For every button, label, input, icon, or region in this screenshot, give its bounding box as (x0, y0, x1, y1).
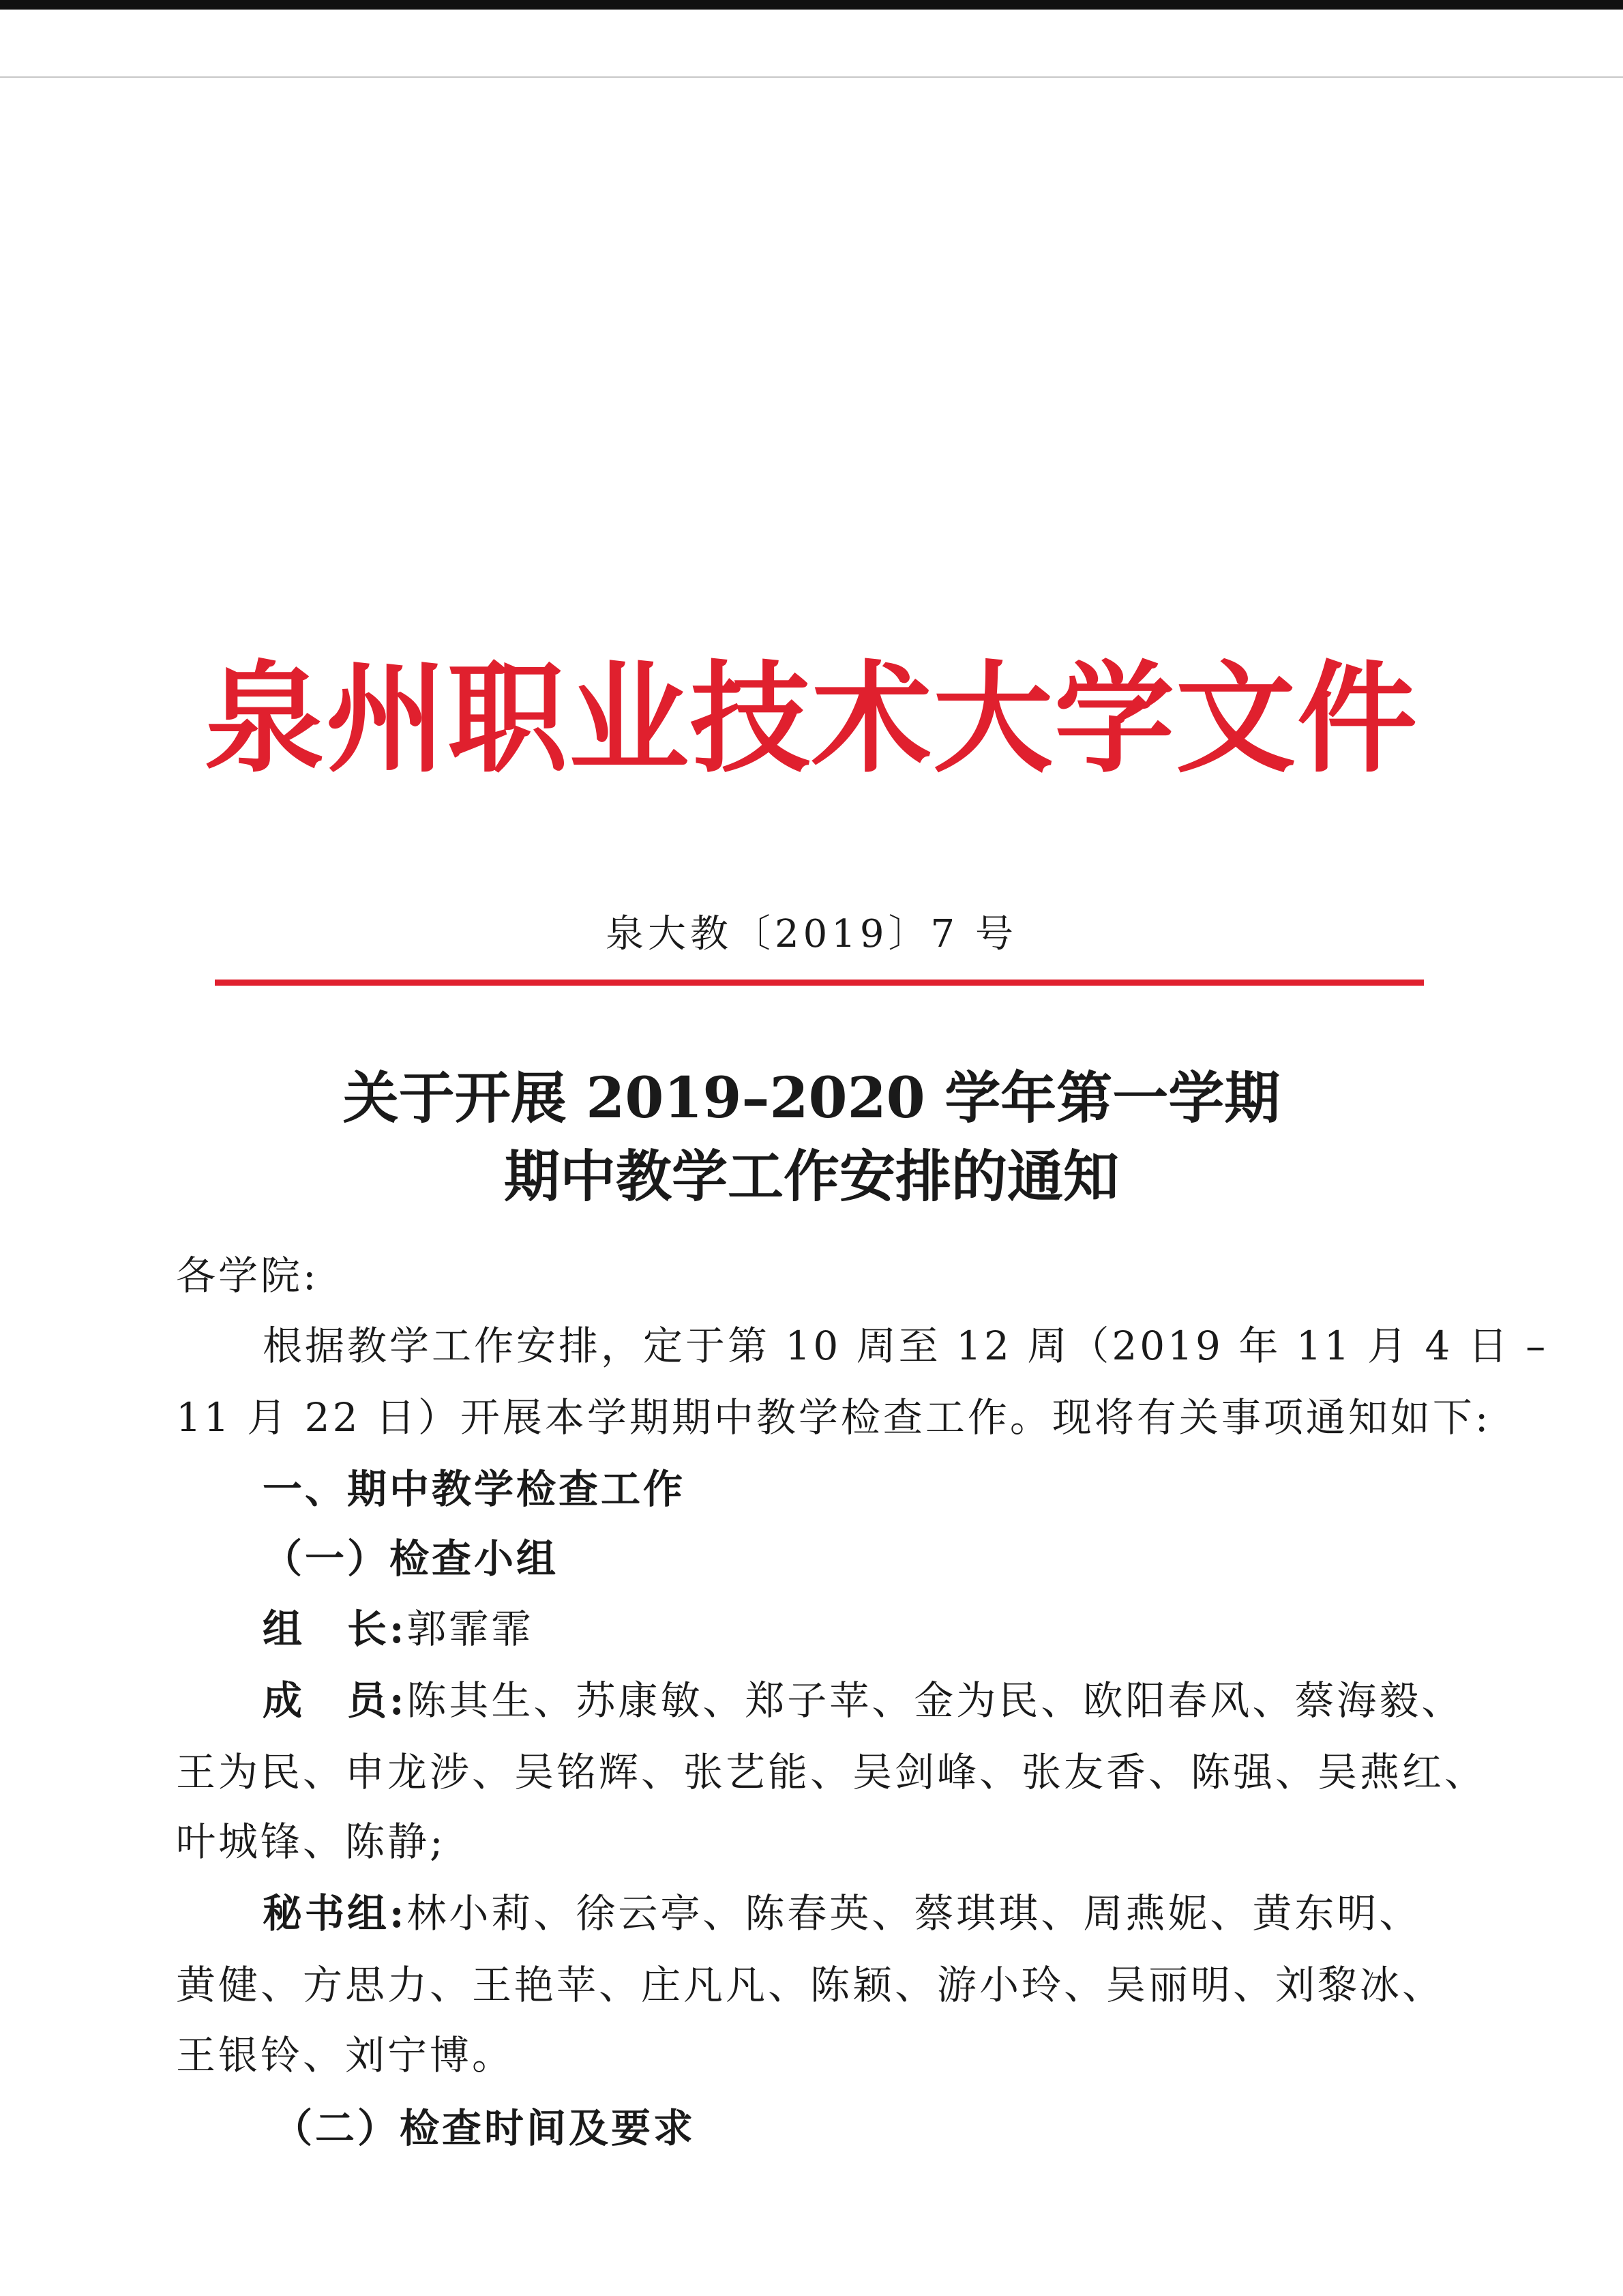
intro-paragraph-line-2: 11 月 22 日）开展本学期期中教学检查工作。现将有关事项通知如下: (176, 1394, 1491, 1441)
salutation: 各学院: (176, 1252, 319, 1299)
document-number: 泉大教〔2019〕7 号 (606, 912, 1017, 956)
notice-title-line-1: 关于开展 2019–2020 学年第一学期 (342, 1065, 1281, 1131)
red-divider-rule (215, 980, 1424, 986)
notice-title-line-2: 期中教学工作安排的通知 (503, 1144, 1119, 1209)
members-line-2: 王为民、申龙涉、吴铭辉、张艺能、吴剑峰、张友香、陈强、吴燕红、 (176, 1749, 1487, 1795)
leader-row (263, 1598, 1558, 1660)
secretary-label: 秘书组: (263, 1890, 407, 1937)
intro-paragraph-line-1: 根据教学工作安排，定于第 10 周至 12 周（2019 年 11 月 4 日 – (263, 1323, 1549, 1369)
members-line-3: 叶城锋、陈静; (176, 1819, 446, 1865)
scan-top-edge (0, 0, 1623, 10)
secretary-line-3: 王银铃、刘宁博。 (176, 2032, 515, 2078)
members-line-1: 陈其生、苏康敏、郑子苹、金为民、欧阳春风、蔡海毅、 (406, 1677, 1464, 1724)
section-1-heading: 一、期中教学检查工作 (263, 1466, 686, 1512)
masthead-title: 泉州职业技术大学文件 (204, 649, 1418, 789)
leader-value: 郭霏霏 (406, 1606, 534, 1652)
leader-label: 组 长: (263, 1606, 407, 1652)
subsection-2-heading: （二）检查时间及要求 (273, 2105, 696, 2151)
scan-artifact-line (0, 76, 1623, 78)
secretary-line-2: 黄健、方思力、王艳苹、庄凡凡、陈颖、游小玲、吴丽明、刘黎冰、 (176, 1962, 1445, 2008)
secretary-row (263, 1883, 1558, 1944)
secretary-line-1: 林小莉、徐云亭、陈春英、蔡琪琪、周燕妮、黄东明、 (406, 1890, 1422, 1937)
members-label: 成 员: (263, 1677, 407, 1724)
subsection-1-heading: （一）检查小组 (263, 1535, 559, 1582)
members-row (263, 1670, 1558, 1731)
